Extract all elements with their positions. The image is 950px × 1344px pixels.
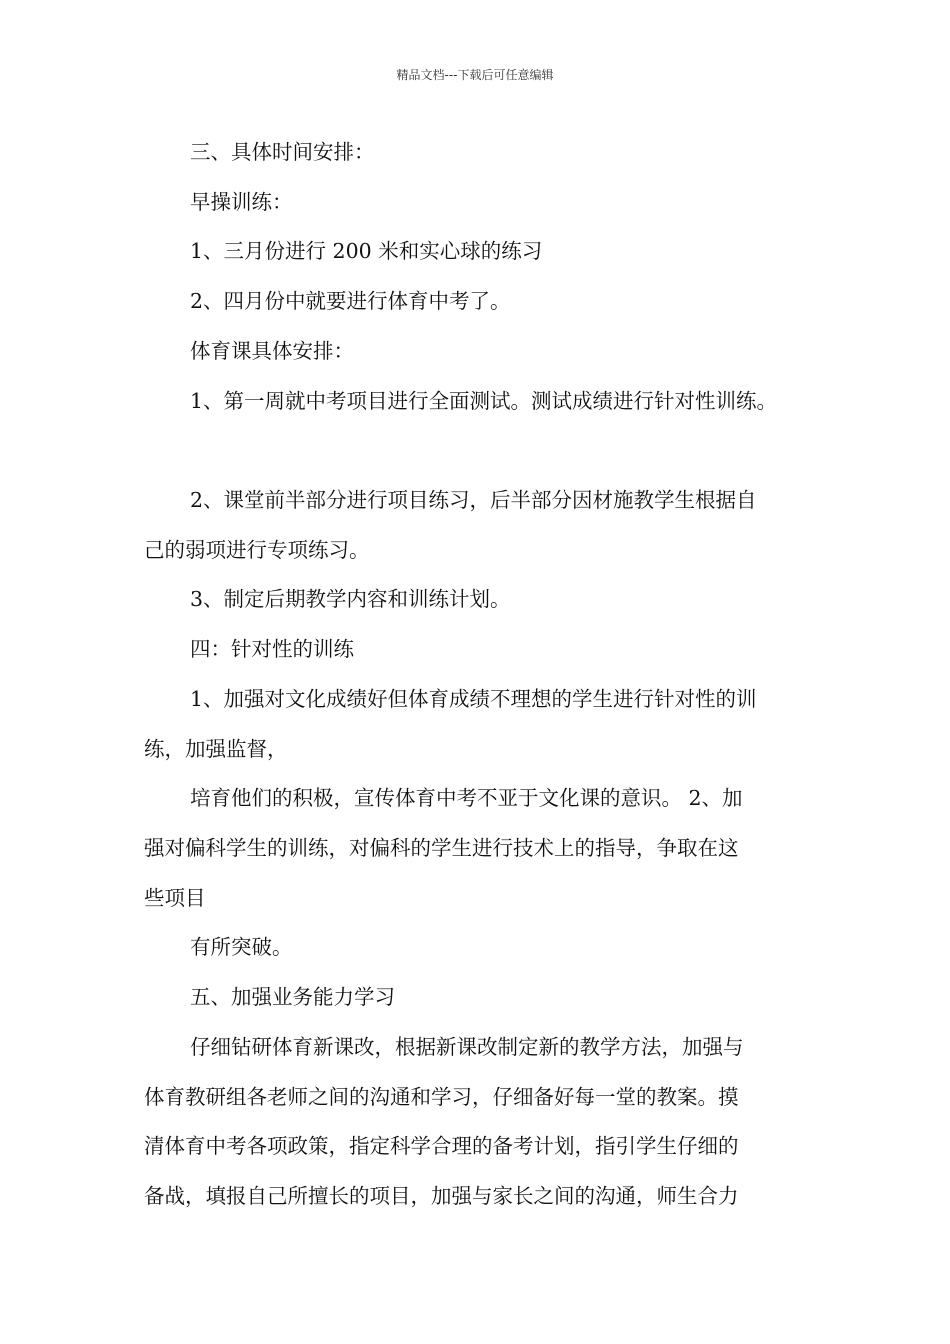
subheading: 早操训练：	[190, 190, 293, 214]
paragraph-line: 1、第一周就中考项目进行全面测试。测试成绩进行针对性训练。	[190, 389, 778, 413]
paragraph-line: 2、四月份中就要进行体育中考了。	[190, 289, 511, 313]
paragraph-line: 清体育中考各项政策，指定科学合理的备考计划，指引学生仔细的	[144, 1134, 739, 1158]
paragraph-line: 体育教研组各老师之间的沟通和学习，仔细备好每一堂的教案。摸	[144, 1085, 739, 1109]
paragraph-line: 1、加强对文化成绩好但体育成绩不理想的学生进行针对性的训	[190, 687, 757, 711]
paragraph-line: 备战，填报自己所擅长的项目，加强与家长之间的沟通，师生合力	[144, 1184, 739, 1208]
paragraph-line: 强对偏科学生的训练，对偏科的学生进行技术上的指导，争取在这	[144, 836, 739, 860]
paragraph-line: 1、三月份进行 200 米和实心球的练习	[190, 239, 543, 263]
paragraph-line: 仔细钻研体育新课改，根据新课改制定新的教学方法，加强与	[190, 1035, 744, 1059]
paragraph-line: 练，加强监督，	[144, 737, 288, 761]
paragraph-line: 己的弱项进行专项练习。	[144, 538, 370, 562]
paragraph-line: 培育他们的积极，宣传体育中考不亚于文化课的意识。 2、加	[190, 786, 743, 810]
paragraph-line: 有所突破。	[190, 935, 293, 959]
section-heading: 四：针对性的训练	[190, 637, 354, 661]
section-heading: 三、具体时间安排：	[190, 140, 375, 164]
page-header: 精品文档---下载后可任意编辑	[396, 68, 554, 82]
paragraph-line: 3、制定后期教学内容和训练计划。	[190, 587, 511, 611]
paragraph-line: 2、课堂前半部分进行项目练习，后半部分因材施教学生根据自	[190, 488, 757, 512]
section-heading: 五、加强业务能力学习	[190, 985, 395, 1009]
paragraph-line: 些项目	[144, 886, 206, 910]
subheading: 体育课具体安排：	[190, 339, 354, 363]
